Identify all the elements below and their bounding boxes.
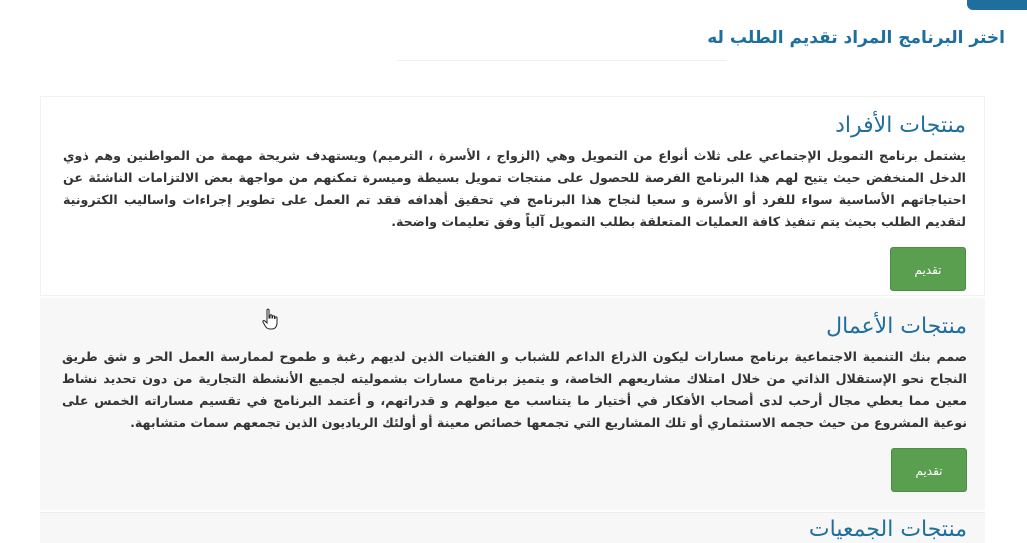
hand-cursor-icon (262, 308, 278, 330)
section-association-products (40, 512, 985, 543)
section-title: منتجات الأفراد (835, 113, 966, 138)
section-description: صمم بنك التنمية الاجتماعية برنامج مسارات ليكون الذراع الداعم للشباب و الفتيات الذين لديهم رغبة و طموح لممارسة العمل الحر و شق طريق النجاح نحو الإستقلال الذاتي من خلال امتلاك مشاريعهم الخاصة، و يتميز برنامج مسارات بشموليته لجميع الأنشطة التجارية من دون تحديد نشاط معين مما يعطي مجال أرحب لدى أصحاب الأفكار في أختيار ما يتناسب مع ميولهم و قدراتهم، و أعتمد البرنامج في تقسيم مساراته الخمس على نوعية المشروع من حيث حجمه الاستثماري أو تلك المشاريع التي تجمعها خصائص معينة أو أولئك الرياديون الذين تجمعهم سمات متشابهة. (62, 349, 967, 431)
top-tab-accent[interactable] (967, 0, 1027, 10)
section-description: يشتمل برنامج التمويل الإجتماعي على ثلاث أنواع من التمويل وهي (الزواج ، الأسرة ، الترميم) ويستهدف شريحة مهمة من المواطنين وهم ذوي الدخل المنخفض حيث يتيح لهم هذا البرنامج الفرصة للحصول على منتجات تمويل بسيطة وميسرة تمكنهم من مواجهة بعض الالتزامات الناشئة عن احتياجاتهم الأساسية سواء للفرد أو الأسرة و سعيا لنجاح هذا البرنامج في تحقيق أهدافه فقد تم العمل على تطوير إجراءات واساليب الكترونية لتقديم الطلب بحيث يتم تنفيذ كافة العمليات المتعلقة بطلب التمويل آلياً وفق تعليمات واضحة. (63, 148, 966, 230)
apply-button-business[interactable]: تقديم (891, 448, 967, 492)
section-title: منتجات الأعمال (826, 314, 967, 339)
section-title: منتجات الجمعيات (808, 517, 967, 542)
divider (397, 60, 727, 61)
apply-button-individual[interactable]: تقديم (890, 247, 966, 291)
section-individual-products (40, 96, 985, 296)
page-title: اختر البرنامج المراد تقديم الطلب له (707, 28, 1005, 48)
section-business-products (40, 298, 985, 510)
